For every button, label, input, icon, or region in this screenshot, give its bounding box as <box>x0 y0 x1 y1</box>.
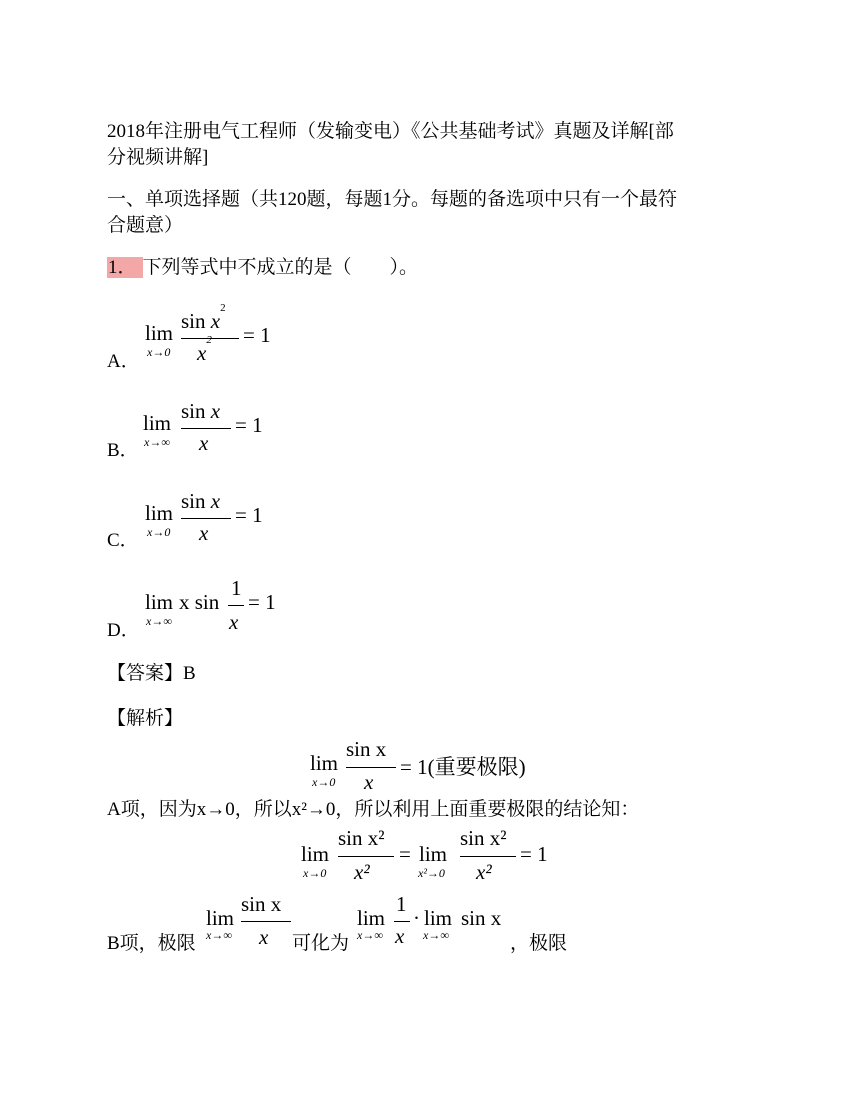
section-heading-line-2: 合题意） <box>107 215 184 236</box>
fraction-numerator: 1 <box>231 576 242 600</box>
fraction-denominator: x² <box>476 860 492 884</box>
lim-operator: lim <box>419 842 448 866</box>
equals-sign: = <box>399 842 411 866</box>
analysis-line-b-suffix: ，极限 <box>510 933 568 954</box>
equals-one: = 1 <box>243 323 271 347</box>
analysis-line-b-prefix: B项，极限 <box>107 933 196 954</box>
fraction-numerator: sin x² <box>460 826 507 850</box>
fraction-denominator: x <box>259 925 269 949</box>
fraction-numerator: sin x <box>346 737 387 761</box>
lim-operator: lim <box>206 906 235 930</box>
equals-one-important-limit: = 1(重要极限) <box>400 755 526 779</box>
analysis-heading: 【解析】 <box>107 708 184 729</box>
fraction-numerator: 1 <box>396 892 407 916</box>
fraction-bar <box>181 518 231 519</box>
lim-subscript: x→∞ <box>206 928 232 942</box>
fraction-denominator: x <box>364 770 374 794</box>
doc-title-line-1: 2018年注册电气工程师（发输变电）《公共基础考试》真题及详解[部 <box>107 121 674 142</box>
lim-operator: lim <box>301 842 330 866</box>
question-number: 1． <box>107 257 143 278</box>
fraction-bar <box>228 605 244 606</box>
fraction-denominator: $x^2$ <box>197 334 212 365</box>
fraction-bar <box>460 856 516 857</box>
fraction-numerator: sin x <box>241 892 282 916</box>
option-d-label: D． <box>107 620 140 641</box>
doc-title-line-2: 分视频讲解] <box>107 147 209 168</box>
lim-subscript: x→∞ <box>146 614 172 628</box>
lim-subscript: x→0 <box>147 525 171 539</box>
question-text: 下列等式中不成立的是（ ）。 <box>142 257 419 278</box>
lim-subscript: x→∞ <box>357 928 383 942</box>
equals-one: = 1 <box>235 413 263 437</box>
multiply-dot: · <box>413 906 420 930</box>
x-sin: x sin <box>179 590 220 614</box>
equals-one: = 1 <box>248 590 276 614</box>
lim-subscript: x²→0 <box>418 866 445 880</box>
lim-subscript: x→∞ <box>423 928 449 942</box>
fraction-bar <box>338 856 394 857</box>
analysis-line-b-middle: 可化为 <box>292 933 350 954</box>
fraction-denominator: x <box>229 610 239 634</box>
analysis-line-a: A项，因为x→0，所以x²→0，所以利用上面重要极限的结论知： <box>107 799 640 820</box>
lim-operator: lim <box>145 590 174 614</box>
fraction-denominator: x <box>199 431 209 455</box>
lim-operator: lim <box>310 751 339 775</box>
option-b-label: B． <box>107 440 139 461</box>
fraction-numerator: $\sin x^2$ <box>181 302 226 333</box>
lim-operator: lim <box>145 501 174 525</box>
lim-subscript: x→0 <box>312 775 336 789</box>
lim-operator: lim <box>424 906 453 930</box>
question-1 <box>107 256 418 280</box>
lim-subscript: x→0 <box>303 866 327 880</box>
sin-x: sin x <box>461 906 502 930</box>
lim-subscript: x→0 <box>147 345 171 359</box>
lim-operator: lim <box>143 411 172 435</box>
lim-operator: lim <box>145 321 174 345</box>
fraction-bar <box>394 921 410 922</box>
fraction-denominator: x <box>395 924 405 948</box>
fraction-bar <box>346 767 396 768</box>
fraction-bar <box>181 428 231 429</box>
lim-operator: lim <box>357 906 386 930</box>
fraction-denominator: x² <box>354 860 370 884</box>
fraction-numerator: sin x² <box>338 826 385 850</box>
answer: 【答案】B <box>107 663 196 684</box>
equals-one: = 1 <box>235 503 263 527</box>
option-c-label: C． <box>107 530 139 551</box>
fraction-numerator: sin x <box>181 399 221 423</box>
fraction-denominator: x <box>199 521 209 545</box>
fraction-bar <box>241 921 291 922</box>
option-a-label: A． <box>107 351 140 372</box>
section-heading-line-1: 一、单项选择题（共120题，每题1分。每题的备选项中只有一个最符 <box>107 189 678 210</box>
lim-subscript: x→∞ <box>144 435 170 449</box>
equals-one: = 1 <box>520 842 548 866</box>
fraction-numerator: sin x <box>181 489 221 513</box>
